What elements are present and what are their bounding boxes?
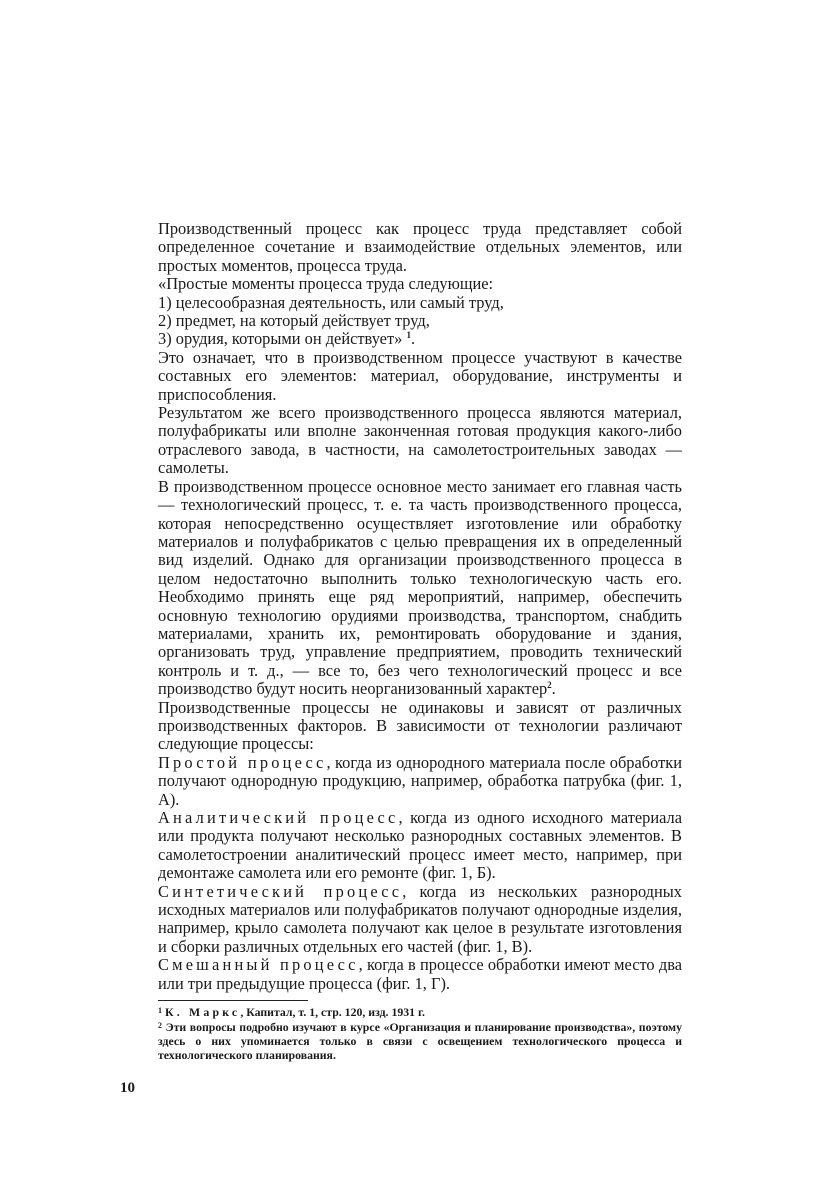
- page-body: [158, 220, 682, 1062]
- footnote-divider: [158, 1000, 308, 1001]
- footnote-author: К. Маркс: [164, 1005, 241, 1020]
- process-term: Синтетический процесс: [158, 881, 403, 901]
- paragraph-result: Результатом же всего производственного процесса являются материал, полуфабрикаты или вполне законченная готовая продукция какого-либо отраслевого завода, в частности, на самолетостроительных заводах — самолеты.: [158, 403, 682, 478]
- process-text: , когда из однородного материала после обработки получают однородную продукцию, например, обработка патрубка (фиг. 1, А).: [158, 752, 682, 809]
- paragraph-technological: В производственном процессе основное место занимает его главная часть — технологический процесс, т. е. та часть производственного процесса, которая непосредственно осуществляет изготовление или обработку материалов и полуфабрикатов с целью превращения их в определенный вид изделий. Однако для организации производственного процесса в целом недостаточно выполнить только технологическую часть его. Необходимо принять еще ряд мероприятий, например, обеспечить основную технологию орудиями производства, транспортом, снабдить материалами, хранить их, ремонтировать оборудование и здания, организовать труд, управление предприятием, проводить технический контроль и т. д., — все то, без чего технологический процесс и все производство будут носить неорганизованный характер$^2$.: [158, 476, 682, 699]
- paragraph-technological-text: В производственном процессе основное место занимает его главная часть — технологический процесс, т. е. та часть производственного процесса, которая непосредственно осуществляет изготовление или обработку материалов и полуфабрикатов с целью превращения их в определенный вид изделий. Однако для организации производственного процесса в целом недостаточно выполнить только технологическую часть его. Необходимо принять еще ряд мероприятий, например, обеспечить основную технологию орудиями производства, транспортом, снабдить материалами, хранить их, ремонтировать оборудование и здания, организовать труд, управление предприятием, проводить технический контроль и т. д., — все то, без чего технологический процесс и все производство будут носить неорганизованный характер: [158, 476, 682, 699]
- process-text: , когда из одного исходного материала или продукта получают несколько разнородных составных элементов. В самолетостроении аналитический процесс имеет место, например, при демонтаже самолета или его ремонте (фиг. 1, Б).: [158, 808, 682, 883]
- process-text: , когда из нескольких разнородных исходных материалов или полуфабрикатов получают однородные изделия, например, крыло самолета получают как целое в результате изготовления и сборки различных отдельных его частей (фиг. 1, В).: [158, 881, 682, 956]
- footnote-2: [158, 1019, 682, 1062]
- footnote-text: Эти вопросы подробно изучают в курсе «Организация и планирование производства», поэтому здесь о них упоминается только в связи с освещением технологического процесса и технологического планирования.: [158, 1020, 682, 1063]
- footnote-ref-1: 1: [406, 330, 411, 341]
- list-item-3: 3) орудия, которыми он действует» $^1$.: [158, 329, 416, 349]
- paragraph-processes-intro: Производственные процессы не одинаковы и зависят от различных производственных факторов. В зависимости от технологии различают следующие процессы:: [158, 697, 682, 754]
- process-synthetic: [158, 883, 682, 957]
- process-text: , когда в процессе обработки имеют место два или три предыдущие процесса (фиг. 1, Г).: [158, 955, 683, 993]
- paragraph-elements: Это означает, что в производственном процессе участвуют в качестве составных его элементов: материал, оборудование, инструменты и приспособления.: [158, 347, 682, 404]
- paragraph-intro: Производственный процесс как процесс труда представляет собой определенное сочетание и взаимодействие отдельных элементов, или простых моментов, процесса труда.: [158, 219, 682, 275]
- process-term: Смешанный процесс: [158, 955, 359, 975]
- footnote-ref-2: 2: [547, 680, 552, 691]
- page-number: 10: [120, 1080, 135, 1096]
- process-term: Простой процесс: [158, 752, 327, 772]
- footnote-number: 1: [158, 1006, 162, 1016]
- process-simple: [158, 754, 682, 809]
- footnote-number: 2: [158, 1021, 162, 1031]
- list-item-3-text: 3) орудия, которыми он действует»: [158, 329, 403, 349]
- footnote-text: , Капитал, т. 1, стр. 120, изд. 1931 г.: [240, 1005, 425, 1020]
- list-item-1: 1) целесообразная деятельность, или самый труд,: [158, 292, 504, 312]
- paragraph-quote-start: «Простые моменты процесса труда следующие:: [158, 274, 494, 294]
- list-item-2: 2) предмет, на который действует труд,: [158, 311, 430, 331]
- process-term: Аналитический процесс: [158, 808, 399, 827]
- process-analytic: [158, 809, 682, 883]
- process-mixed: [158, 956, 682, 993]
- footnote-1: [158, 1004, 682, 1019]
